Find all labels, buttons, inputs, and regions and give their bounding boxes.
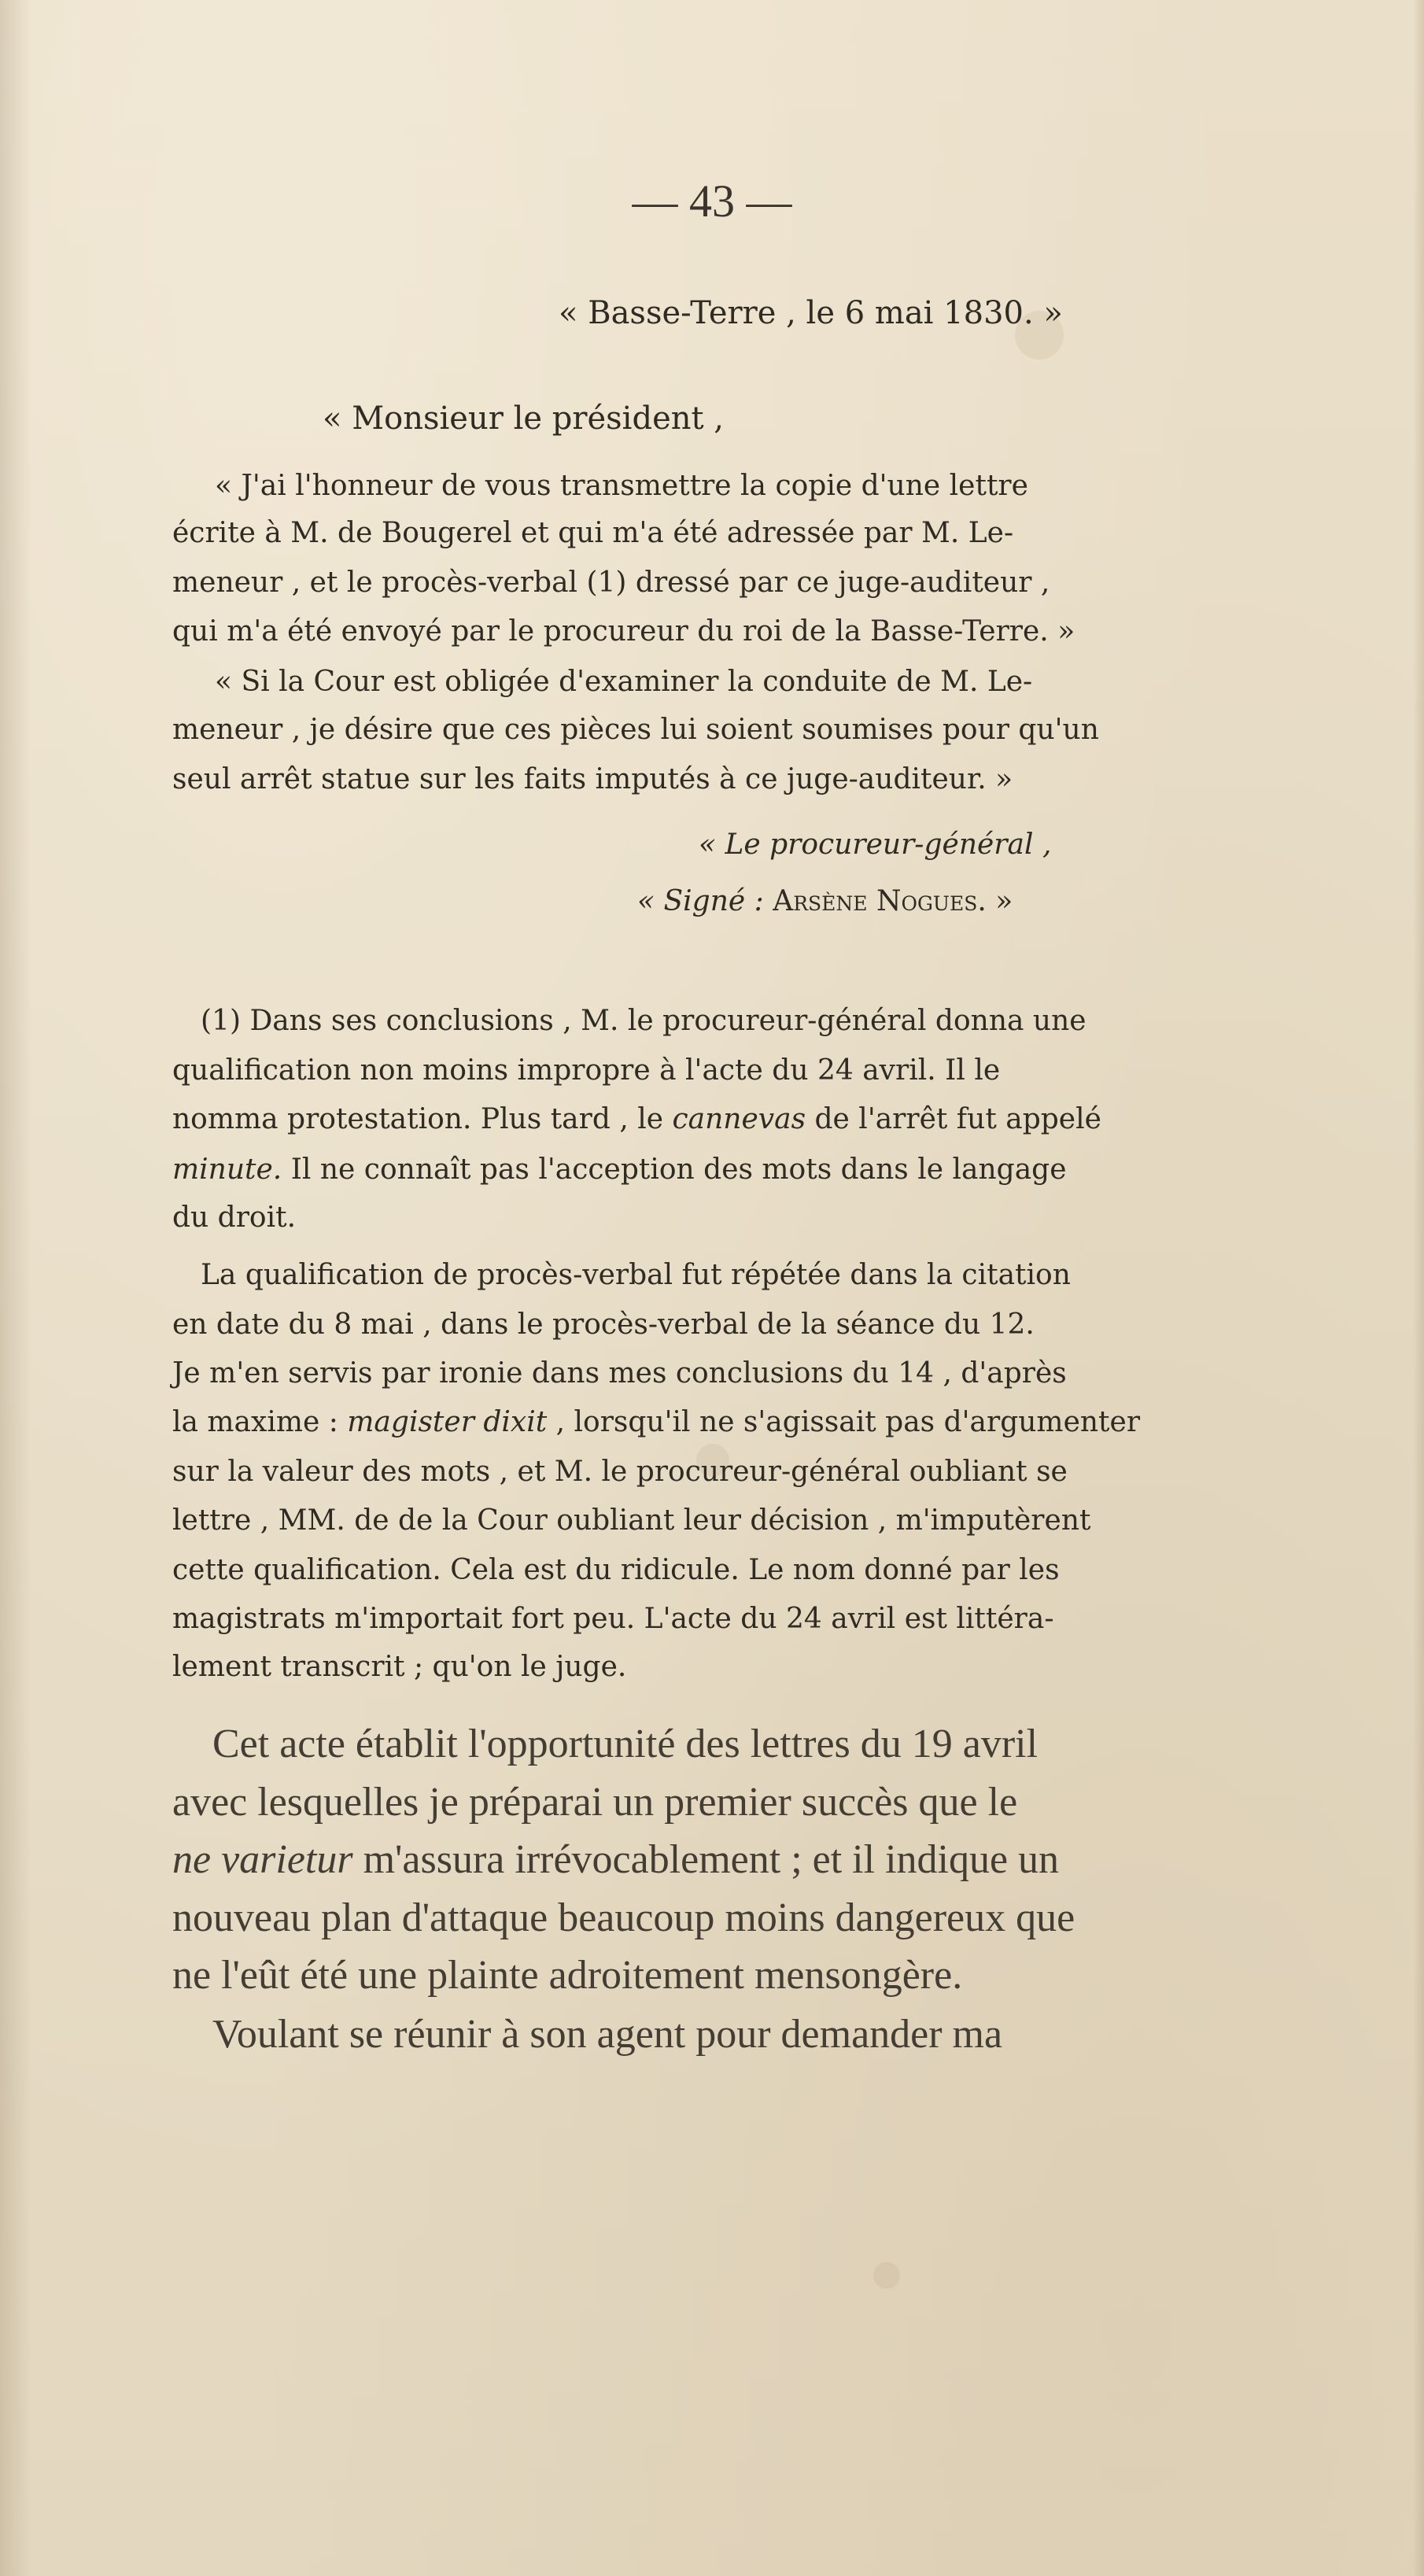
footnote-text: nomma protestation. Plus tard , le bbox=[172, 1103, 673, 1135]
body-paragraph-line: avec lesquelles je préparai un premier succès que le bbox=[172, 1780, 1018, 1825]
body-italic-term: ne varietur bbox=[172, 1837, 353, 1882]
signer-name: Arsène Nogues. bbox=[773, 885, 987, 917]
letter-paragraph-line: qui m'a été envoyé par le procureur du roi de la Basse-Terre. » bbox=[172, 615, 1075, 648]
body-paragraph-line: ne l'eût été une plainte adroitement mensongère. bbox=[172, 1953, 963, 1998]
letter-paragraph-line: « Si la Cour est obligée d'examiner la conduite de M. Le- bbox=[215, 666, 1033, 698]
letter-paragraph-line: seul arrêt statue sur les faits imputés à ce juge-auditeur. » bbox=[172, 763, 1013, 795]
footnote-text: la maxime : bbox=[172, 1406, 348, 1438]
footnote-text: de l'arrêt fut appelé bbox=[806, 1103, 1101, 1135]
signed-label: « Signé : bbox=[637, 885, 773, 917]
footnote-line: cette qualification. Cela est du ridicule. Le nom donné par les bbox=[172, 1554, 1060, 1586]
paper-stain bbox=[873, 2262, 900, 2289]
footnote-italic-term: cannevas bbox=[672, 1103, 806, 1135]
signature-closing: » bbox=[986, 885, 1013, 917]
body-paragraph-line: Voulant se réunir à son agent pour demander ma bbox=[212, 2012, 1003, 2057]
footnote-line: en date du 8 mai , dans le procès-verbal de la séance du 12. bbox=[172, 1308, 1035, 1341]
binding-shadow bbox=[0, 0, 31, 2576]
footnote-text: , lorsqu'il ne s'agissait pas d'argumenter bbox=[547, 1406, 1141, 1438]
footnote-italic-term: minute. bbox=[172, 1153, 282, 1186]
footnote-line: du droit. bbox=[172, 1201, 297, 1234]
footnote-line: Je m'en servis par ironie dans mes conclusions du 14 , d'après bbox=[172, 1357, 1067, 1389]
footnote-line bbox=[172, 1153, 1067, 1186]
footnote-line: lement transcrit ; qu'on le juge. bbox=[172, 1651, 627, 1683]
letter-paragraph-line: meneur , et le procès-verbal (1) dressé par ce juge-auditeur , bbox=[172, 566, 1050, 599]
page-number: — 43 — bbox=[632, 175, 792, 227]
footnote-line: La qualification de procès-verbal fut répétée dans la citation bbox=[201, 1259, 1071, 1291]
letter-signature bbox=[637, 885, 1013, 917]
body-text: m'assura irrévocablement ; et il indique un bbox=[352, 1837, 1060, 1882]
letter-salutation: « Monsieur le président , bbox=[323, 400, 725, 437]
footnote-italic-term: magister dixit bbox=[347, 1406, 548, 1438]
footnote-line bbox=[172, 1103, 1101, 1135]
body-paragraph-line bbox=[172, 1836, 1059, 1883]
body-paragraph-line: nouveau plan d'attaque beaucoup moins dangereux que bbox=[172, 1895, 1075, 1940]
letter-dateline: « Basse-Terre , le 6 mai 1830. » bbox=[559, 295, 1063, 331]
footnote-text: Il ne connaît pas l'acception des mots dans le langage bbox=[282, 1153, 1067, 1186]
footnote-line: qualification non moins impropre à l'acte du 24 avril. Il le bbox=[172, 1054, 1001, 1087]
letter-paragraph-line: meneur , je désire que ces pièces lui soient soumises pour qu'un bbox=[172, 714, 1099, 746]
letter-signature-title: « Le procureur-général , bbox=[699, 829, 1052, 861]
body-paragraph-line: Cet acte établit l'opportunité des lettres du 19 avril bbox=[212, 1722, 1038, 1766]
footnote-line: lettre , MM. de de la Cour oubliant leur décision , m'imputèrent bbox=[172, 1504, 1091, 1537]
footnote-line: (1) Dans ses conclusions , M. le procureur-général donna une bbox=[201, 1005, 1086, 1037]
letter-paragraph-line: écrite à M. de Bougerel et qui m'a été adressée par M. Le- bbox=[172, 517, 1014, 549]
page-edge-shadow bbox=[1413, 0, 1424, 2576]
footnote-line bbox=[172, 1406, 1140, 1438]
footnote-line: sur la valeur des mots , et M. le procureur-général oubliant se bbox=[172, 1456, 1068, 1488]
letter-paragraph-line: « J'ai l'honneur de vous transmettre la copie d'une lettre bbox=[215, 470, 1028, 502]
footnote-line: magistrats m'importait fort peu. L'acte du 24 avril est littéra- bbox=[172, 1603, 1054, 1635]
